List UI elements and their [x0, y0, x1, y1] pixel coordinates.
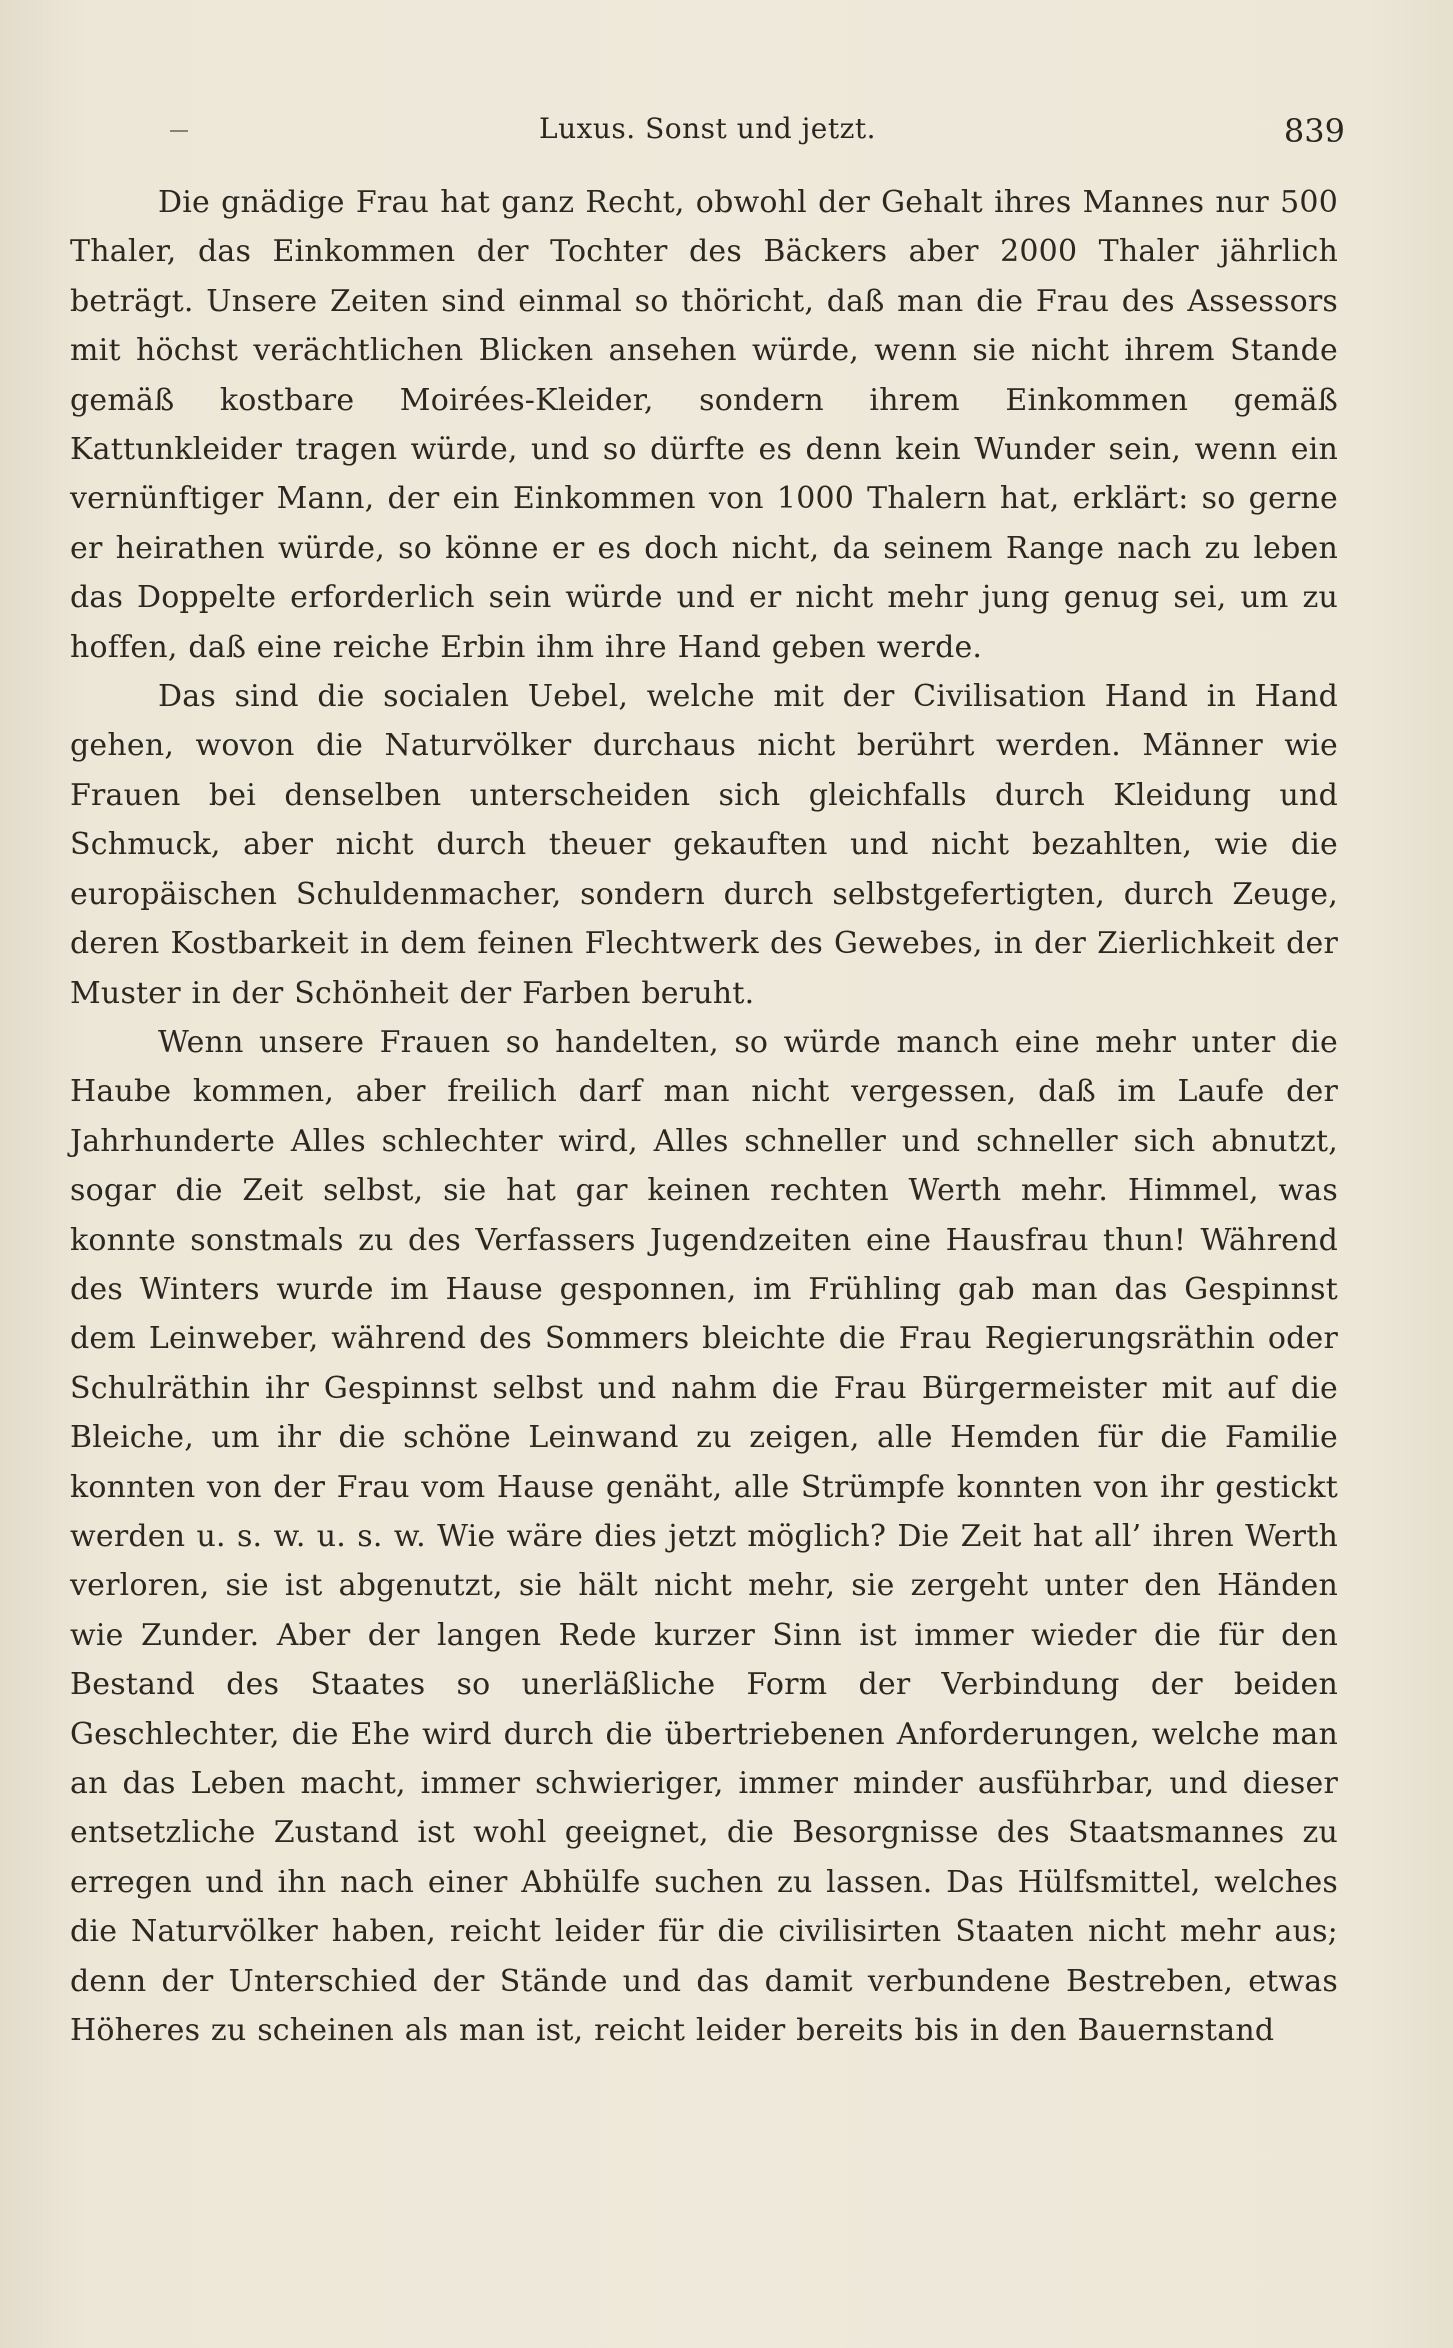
- paragraph-2: Das sind die socialen Uebel, welche mit der Civilisation Hand in Hand gehen, wovon die Naturvölker durchaus nicht berührt werden. Männer wie Frauen bei denselben unterscheiden sich gleichfalls durch Kleidung und Schmuck, aber nicht durch theuer gekauften und nicht bezahlten, wie die europäischen Schuldenmacher, sondern durch selbstgefertigten, durch Zeuge, deren Kostbarkeit in dem feinen Flechtwerk des Gewebes, in der Zierlichkeit der Muster in der Schönheit der Farben beruht.: [70, 679, 1338, 1011]
- page-number: 839: [1283, 112, 1345, 150]
- body-text: [70, 178, 1338, 2055]
- page-header: [70, 108, 1345, 156]
- paragraph-1: Die gnädige Frau hat ganz Recht, obwohl der Gehalt ihres Mannes nur 500 Thaler, das Einkommen der Tochter des Bäckers aber 2000 Thaler jährlich beträgt. Unsere Zeiten sind einmal so thöricht, daß man die Frau des Assessors mit höchst verächtlichen Blicken ansehen würde, wenn sie nicht ihrem Stande gemäß kostbare Moirées-Kleider, sondern ihrem Einkommen gemäß Kattunkleider tragen würde, und so dürfte es denn kein Wunder sein, wenn ein vernünftiger Mann, der ein Einkommen von 1000 Thalern hat, erklärt: so gerne er heirathen würde, so könne er es doch nicht, da seinem Range nach zu leben das Doppelte erforderlich sein würde und er nicht mehr jung genug sei, um zu hoffen, daß eine reiche Erbin ihm ihre Hand geben werde.: [70, 185, 1338, 665]
- paragraph-3: Wenn unsere Frauen so handelten, so würde manch eine mehr unter die Haube kommen, aber freilich darf man nicht vergessen, daß im Laufe der Jahrhunderte Alles schlechter wird, Alles schneller und schneller sich abnutzt, sogar die Zeit selbst, sie hat gar keinen rechten Werth mehr. Himmel, was konnte sonstmals zu des Verfassers Jugendzeiten eine Hausfrau thun! Während des Winters wurde im Hause gesponnen, im Frühling gab man das Gespinnst dem Leinweber, während des Sommers bleichte die Frau Regierungsräthin oder Schulräthin ihr Gespinnst selbst und nahm die Frau Bürgermeister mit auf die Bleiche, um ihr die schöne Leinwand zu zeigen, alle Hemden für die Familie konnten von der Frau vom Hause genäht, alle Strümpfe konnten von ihr gestickt werden u. s. w. u. s. w. Wie wäre dies jetzt möglich? Die Zeit hat all’ ihren Werth verloren, sie ist abgenutzt, sie hält nicht mehr, sie zergeht unter den Händen wie Zunder. Aber der langen Rede kurzer Sinn ist immer wieder die für den Bestand des Staates so unerläßliche Form der Verbindung der beiden Geschlechter, die Ehe wird durch die übertriebenen Anforderungen, welche man an das Leben macht, immer schwieriger, immer minder ausführbar, und dieser entsetzliche Zustand ist wohl geeignet, die Besorgnisse des Staatsmannes zu erregen und ihn nach einer Abhülfe suchen zu lassen. Das Hülfsmittel, welches die Naturvölker haben, reicht leider für die civilisirten Staaten nicht mehr aus; denn der Unterschied der Stände und das damit verbundene Bestreben, etwas Höheres zu scheinen als man ist, reicht leider bereits bis in den Bauernstand: [70, 1024, 1338, 2049]
- running-title: Luxus. Sonst und jetzt.: [538, 112, 876, 145]
